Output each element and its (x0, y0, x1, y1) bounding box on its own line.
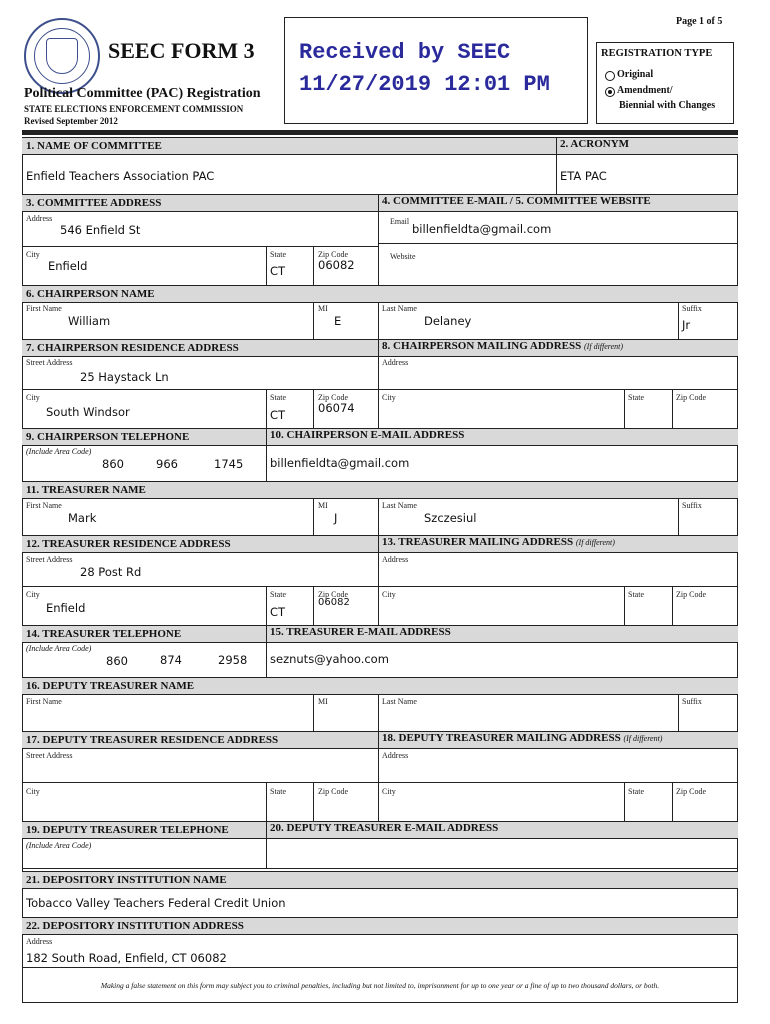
page-number: Page 1 of 5 (676, 16, 723, 27)
mailing-address-label: Address (382, 751, 409, 760)
form-subtitle: Political Committee (PAC) Registration (24, 86, 261, 101)
first-name-label: First Name (26, 697, 62, 706)
agency-name: STATE ELECTIONS ENFORCEMENT COMMISSION (24, 104, 244, 114)
chair-street-field[interactable]: 25 Haystack Ln (80, 370, 169, 384)
street-address-label: Street Address (26, 751, 73, 760)
treasurer-street-field[interactable]: 28 Post Rd (80, 565, 142, 579)
chair-phone-prefix[interactable]: 966 (156, 457, 178, 471)
treasurer-last-name-field[interactable]: Szczesiul (424, 511, 477, 525)
mailing-state-label: State (628, 787, 644, 796)
section-13-title: 13. TREASURER MAILING ADDRESS (If different) (382, 536, 615, 548)
section-11-title: 11. TREASURER NAME (26, 484, 146, 496)
city-label: City (26, 250, 40, 259)
treasurer-city-field[interactable]: Enfield (46, 601, 86, 615)
mailing-city-label: City (382, 393, 396, 402)
area-code-note: (Include Area Code) (26, 447, 92, 456)
section-18-title: 18. DEPUTY TREASURER MAILING ADDRESS (If different) (382, 732, 663, 744)
committee-name-field[interactable]: Enfield Teachers Association PAC (26, 169, 215, 183)
section-10-title: 10. CHAIRPERSON E-MAIL ADDRESS (270, 429, 465, 441)
section-22-title: 22. DEPOSITORY INSTITUTION ADDRESS (26, 920, 244, 932)
state-label: State (270, 250, 286, 259)
acronym-field[interactable]: ETA PAC (560, 169, 607, 183)
zip-label: Zip Code (318, 250, 348, 259)
section-19-title: 19. DEPUTY TREASURER TELEPHONE (26, 824, 229, 836)
last-name-label: Last Name (382, 304, 417, 313)
zip-label: Zip Code (318, 787, 348, 796)
zip-label: Zip Code (318, 393, 348, 402)
registration-type-title: REGISTRATION TYPE (601, 48, 713, 59)
mi-label: MI (318, 501, 328, 510)
false-statement-warning: Making a false statement on this form may subject you to criminal penalties, including but not limited to, imprisonment for up to one year or a fine of up to two thousand dollars, or both. (100, 981, 660, 990)
state-seal-logo (24, 18, 100, 94)
first-name-label: First Name (26, 501, 62, 510)
section-6-title: 6. CHAIRPERSON NAME (26, 288, 155, 300)
street-address-label: Street Address (26, 555, 73, 564)
chair-zip-field[interactable]: 06074 (318, 401, 355, 415)
section-2-title: 2. ACRONYM (560, 138, 630, 150)
section-1-title: 1. NAME OF COMMITTEE (26, 140, 162, 152)
section-22-header (22, 917, 738, 935)
area-code-note: (Include Area Code) (26, 644, 92, 653)
depository-name-field[interactable]: Tobacco Valley Teachers Federal Credit Union (26, 896, 286, 910)
state-label: State (270, 590, 286, 599)
website-label: Website (390, 252, 416, 261)
treasurer-phone-line[interactable]: 2958 (218, 653, 248, 667)
last-name-label: Last Name (382, 697, 417, 706)
street-address-label: Street Address (26, 358, 73, 367)
mailing-zip-label: Zip Code (676, 787, 706, 796)
chair-phone-area[interactable]: 860 (102, 457, 124, 471)
radio-amendment-label: Amendment/ (617, 85, 673, 96)
depository-address-field[interactable]: 182 South Road, Enfield, CT 06082 (26, 951, 227, 965)
city-label: City (26, 393, 40, 402)
section-16-header (22, 677, 738, 695)
mailing-state-label: State (628, 393, 644, 402)
header-divider (22, 130, 738, 135)
section-6-header (22, 285, 738, 303)
chair-email-field[interactable]: billenfieldta@gmail.com (270, 456, 410, 470)
mailing-state-label: State (628, 590, 644, 599)
section-11-header (22, 481, 738, 499)
address-label: Address (26, 214, 53, 223)
mi-label: MI (318, 697, 328, 706)
chair-city-field[interactable]: South Windsor (46, 405, 130, 419)
radio-amendment-label-2: Biennial with Changes (619, 100, 716, 111)
treasurer-mi-field[interactable]: J (334, 511, 338, 525)
last-name-label: Last Name (382, 501, 417, 510)
area-code-note: (Include Area Code) (26, 841, 92, 850)
treasurer-email-field[interactable]: seznuts@yahoo.com (270, 652, 389, 666)
mailing-zip-label: Zip Code (676, 590, 706, 599)
first-name-label: First Name (26, 304, 62, 313)
revised-date: Revised September 2012 (24, 116, 118, 126)
email-label: Email (390, 217, 410, 226)
section-12-header (22, 535, 738, 553)
received-stamp (284, 17, 588, 124)
chair-state-field[interactable]: CT (270, 408, 286, 422)
mailing-zip-label: Zip Code (676, 393, 706, 402)
section-20-title: 20. DEPUTY TREASURER E-MAIL ADDRESS (270, 822, 499, 834)
chair-phone-line[interactable]: 1745 (214, 457, 244, 471)
treasurer-first-name-field[interactable]: Mark (68, 511, 97, 525)
mailing-address-label: Address (382, 358, 409, 367)
stamp-datetime: 11/27/2019 12:01 PM (299, 72, 550, 97)
city-label: City (26, 787, 40, 796)
committee-address-field[interactable]: 546 Enfield St (60, 223, 141, 237)
chair-first-name-field[interactable]: William (68, 314, 111, 328)
treasurer-phone-prefix[interactable]: 874 (160, 653, 182, 667)
section-3-title: 3. COMMITTEE ADDRESS (26, 197, 162, 209)
chair-mi-field[interactable]: E (334, 314, 342, 328)
radio-original[interactable] (605, 71, 615, 81)
committee-city-field[interactable]: Enfield (48, 259, 88, 273)
section-1-header (22, 137, 738, 155)
committee-zip-field[interactable]: 06082 (318, 258, 355, 272)
section-7-header (22, 339, 738, 357)
section-4-title: 4. COMMITTEE E-MAIL / 5. COMMITTEE WEBSITE (382, 195, 651, 207)
mailing-city-label: City (382, 590, 396, 599)
state-label: State (270, 393, 286, 402)
section-21-header (22, 871, 738, 889)
treasurer-state-field[interactable]: CT (270, 605, 286, 619)
section-17-title: 17. DEPUTY TREASURER RESIDENCE ADDRESS (26, 734, 279, 746)
mailing-address-label: Address (382, 555, 409, 564)
mailing-city-label: City (382, 787, 396, 796)
radio-original-label: Original (617, 69, 654, 80)
section-21-title: 21. DEPOSITORY INSTITUTION NAME (26, 874, 227, 886)
stamp-received-text: Received by SEEC (299, 40, 511, 65)
section-8-title: 8. CHAIRPERSON MAILING ADDRESS (If different) (382, 340, 624, 352)
committee-email-field[interactable]: billenfieldta@gmail.com (412, 222, 552, 236)
section-12-title: 12. TREASURER RESIDENCE ADDRESS (26, 538, 231, 550)
suffix-label: Suffix (682, 304, 702, 313)
registration-type-box (596, 42, 734, 124)
suffix-label: Suffix (682, 697, 702, 706)
mi-label: MI (318, 304, 328, 313)
chair-last-name-field[interactable]: Delaney (424, 314, 472, 328)
treasurer-zip-field[interactable]: 06082 (318, 597, 350, 608)
section-15-title: 15. TREASURER E-MAIL ADDRESS (270, 626, 451, 638)
treasurer-phone-area[interactable]: 860 (106, 654, 128, 668)
section-9-title: 9. CHAIRPERSON TELEPHONE (26, 431, 190, 443)
suffix-label: Suffix (682, 501, 702, 510)
committee-state-field[interactable]: CT (270, 264, 286, 278)
city-label: City (26, 590, 40, 599)
section-7-title: 7. CHAIRPERSON RESIDENCE ADDRESS (26, 342, 239, 354)
chair-suffix-field[interactable]: Jr (682, 318, 691, 332)
zip-label: Zip Code (318, 590, 348, 599)
radio-amendment[interactable] (605, 87, 615, 97)
address-label: Address (26, 937, 53, 946)
state-label: State (270, 787, 286, 796)
section-16-title: 16. DEPUTY TREASURER NAME (26, 680, 195, 692)
form-title: SEEC FORM 3 (108, 38, 255, 63)
section-14-title: 14. TREASURER TELEPHONE (26, 628, 182, 640)
